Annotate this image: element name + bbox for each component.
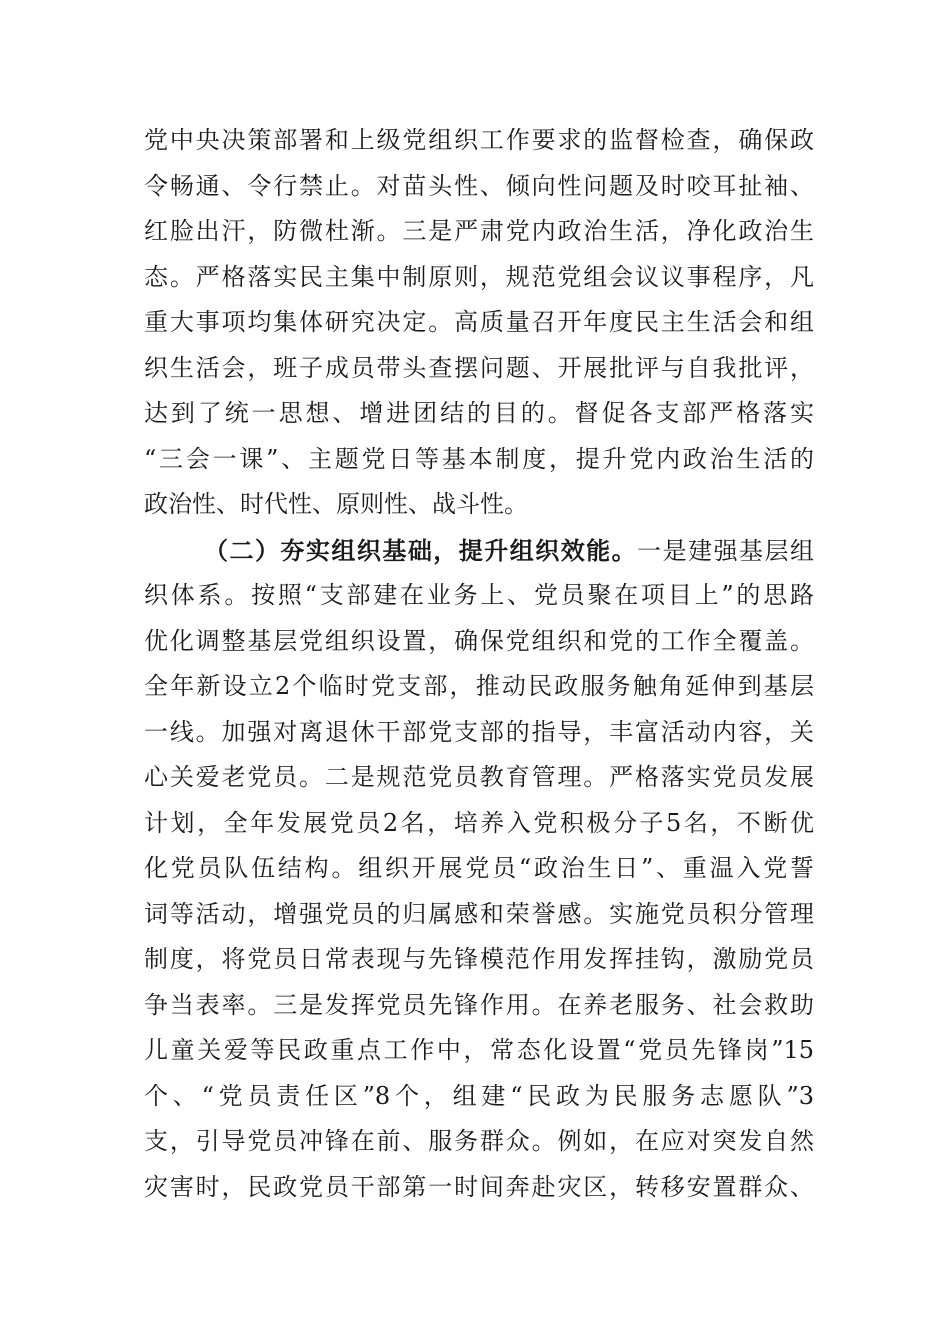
text-line: 党中央决策部署和上级党组织工作要求的监督检查，确保政 — [144, 126, 814, 154]
text-line: 争当表率。三是发挥党员先锋作用。在养老服务、社会救助 — [144, 990, 814, 1019]
text-line: 政治性、时代性、原则性、战斗性。 — [144, 490, 528, 518]
text-line: 红脸出汗，防微杜渐。三是严肃党内政治生活，净化政治生 — [144, 217, 814, 245]
text-line: 个、“党员责任区”8个，组建“民政为民服务志愿队”3 — [144, 1081, 814, 1110]
text-line: 心关爱老党员。二是规范党员教育管理。严格落实党员发展 — [144, 763, 814, 791]
text-line: 计划，全年发展党员2名，培养入党积极分子5名，不断优 — [144, 808, 814, 837]
body-text — [144, 118, 814, 1210]
text-line: 优化调整基层党组织设置，确保党组织和党的工作全覆盖。 — [144, 626, 814, 655]
text-line: 儿童关爱等民政重点工作中，常态化设置“党员先锋岗”15 — [144, 1036, 814, 1064]
text-line: 化党员队伍结构。组织开展党员“政治生日”、重温入党誓 — [144, 854, 814, 882]
text-line: 令畅通、令行禁止。对苗头性、倾向性问题及时咬耳扯袖、 — [144, 171, 814, 200]
text-line: 支，引导党员冲锋在前、服务群众。例如，在应对突发自然 — [144, 1127, 814, 1155]
section-heading-rest: 一是建强基层组 — [637, 536, 815, 565]
section-heading: （二）夯实组织基础，提升组织效能。 — [204, 535, 638, 565]
text-line: 词等活动，增强党员的归属感和荣誉感。实施党员积分管理 — [144, 899, 814, 928]
text-line: 达到了统一思想、增进团结的目的。督促各支部严格落实 — [144, 399, 814, 427]
text-line: 一线。加强对离退休干部党支部的指导，丰富活动内容，关 — [144, 717, 814, 746]
text-line: 织体系。按照“支部建在业务上、党员聚在项目上”的思路 — [144, 581, 814, 609]
text-line: 重大事项均集体研究决定。高质量召开年度民主生活会和组 — [144, 308, 814, 336]
text-line: “三会一课”、主题党日等基本制度，提升党内政治生活的 — [144, 444, 814, 473]
text-line: 织生活会，班子成员带头查摆问题、开展批评与自我批评， — [144, 353, 814, 382]
text-line: 灾害时，民政党员干部第一时间奔赴灾区，转移安置群众、 — [144, 1172, 814, 1201]
text-line: 制度，将党员日常表现与先锋模范作用发挥挂钩，激励党员 — [144, 945, 814, 973]
text-line: 态。严格落实民主集中制原则，规范党组会议议事程序，凡 — [144, 262, 814, 291]
text-line: 全年新设立2个临时党支部，推动民政服务触角延伸到基层 — [144, 672, 814, 700]
section-heading-line — [144, 528, 814, 574]
